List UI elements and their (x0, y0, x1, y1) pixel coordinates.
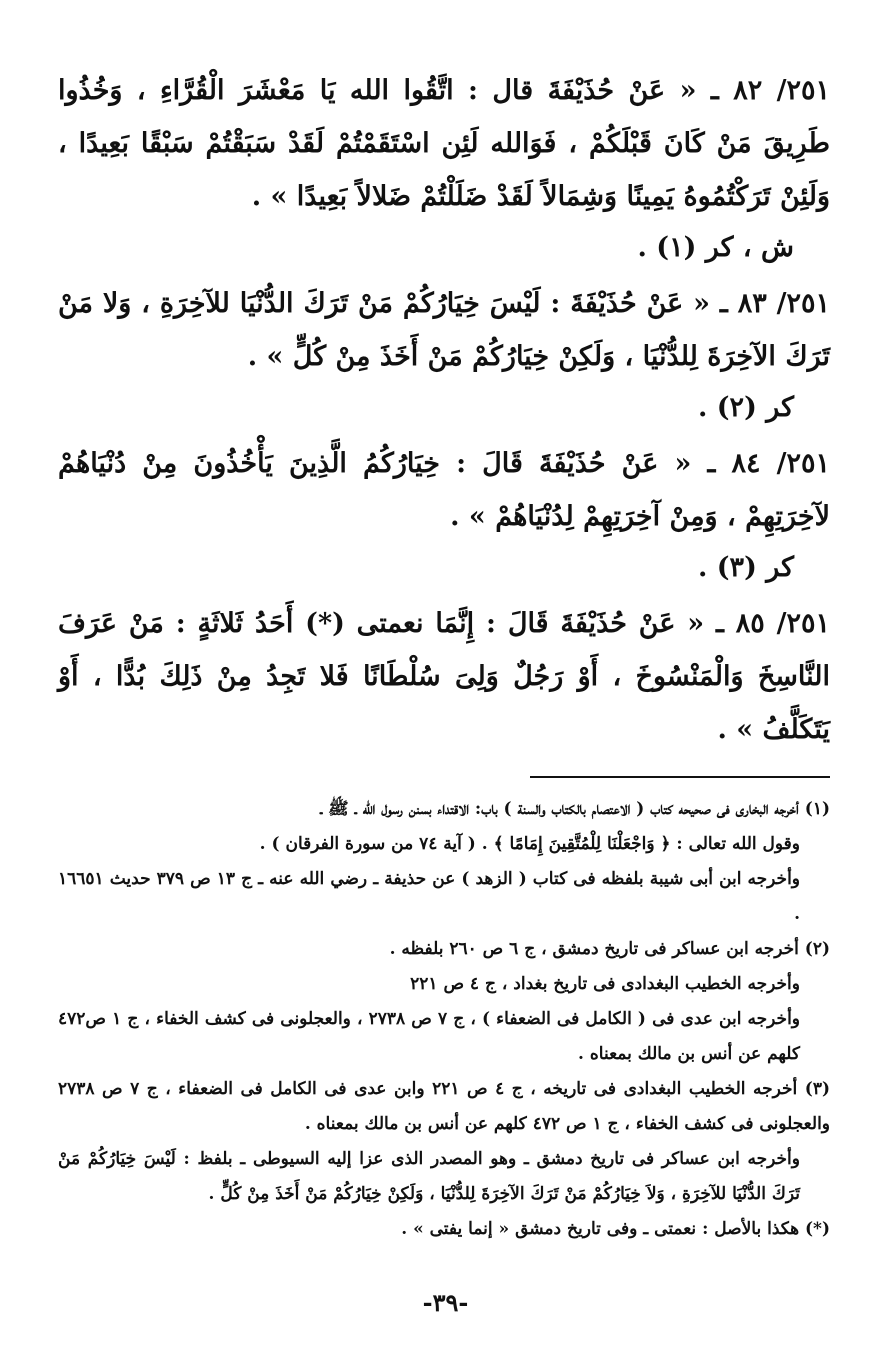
main-text (58, 64, 830, 756)
hadith-source-84: كر (٣) . (697, 552, 794, 583)
footnote-2-extra-b: وأخرجه ابن عدى فى ( الكامل فى الضعفاء ) ، ج ٧ ص ٢٧٣٨ ، والعجلونى فى كشف الخفاء ، ج ١ ص٤٧٢ كلهم عن أنس بن مالك بمعناه . (58, 1009, 801, 1064)
hadith-entry-83: ٢٥١/ ٨٣ ـ « عَنْ حُذَيْفَةَ : لَيْسَ خِيَارُكُمْ مَنْ تَرَكَ الدُّنْيَا للآخِرَةِ ، وَلا مَنْ تَرَكَ الآخِرَةَ لِلدُّنْيَا ، وَلَكِنْ خِيَارُكُمْ مَنْ أَخَذَ مِنْ كُلٍّ » . (58, 288, 830, 372)
hadith-entry-85: ٢٥١/ ٨٥ ـ « عَنْ حُذَيْفَةَ قَالَ : إِنَّمَا نعمتى (*) أَحَدُ ثَلاثَةٍ : مَنْ عَرَفَ النَّاسِخَ وَالْمَنْسُوخَ ، أَوْ رَجُلٌ وَلِىَ سُلْطَانًا فَلا تَجِدُ مِنْ ذَلِكَ بُدًّا ، أَوْ يَتَكَلَّفُ » . (58, 608, 831, 745)
footnote-asterisk: (*) هكذا بالأصل : نعمتى ـ وفى تاريخ دمشق « إنما يفتى » . (401, 1219, 830, 1239)
footnote-2-extra-a: وأخرجه الخطيب البغدادى فى تاريخ بغداد ، ج ٤ ص ٢٢١ (410, 974, 800, 994)
footnote-divider (530, 776, 830, 778)
page-body (58, 64, 830, 1247)
footnote-3: (٣) أخرجه الخطيب البغدادى فى تاريخه ، ج ٤ ص ٢٢١ وابن عدى فى الكامل فى الضعفاء ، ج ٧ ص ٢٧٣٨ والعجلونى فى كشف الخفاء ، ج ١ ص ٤٧٢ كلهم عن أنس بن مالك بمعناه . (58, 1079, 831, 1134)
hadith-entry-82: ٢٥١/ ٨٢ ـ « عَنْ حُذَيْفَةَ قال : اتَّقُوا الله يَا مَعْشَرَ الْقُرَّاءِ ، وَخُذُوا طَرِيقَ مَنْ كَانَ قَبْلَكُمْ ، فَوَالله لَئِن اسْتَقَمْتُمْ لَقَدْ سَبَقْتُمْ سَبْقًا بَعِيدًا ، وَلَئِنْ تَرَكْتُمُوهُ يَمِينًا وَشِمَالاً لَقَدْ ضَلَلْتُمْ ضَلالاً بَعِيدًا » . (58, 75, 830, 212)
hadith-entry-84: ٢٥١/ ٨٤ ـ « عَنْ حُذَيْفَةَ قَالَ : خِيَارُكُمُ الَّذِينَ يَأْخُذُونَ مِنْ دُنْيَاهُمْ لآخِرَتِهِمْ ، وَمِنْ آخِرَتِهِمْ لِدُنْيَاهُمْ » . (58, 448, 830, 532)
footnote-2: (٢) أخرجه ابن عساكر فى تاريخ دمشق ، ج ٦ ص ٢٦٠ بلفظه . (389, 939, 830, 959)
footnote-1-continuation: وقول الله تعالى : ﴿ وَاجْعَلْنَا لِلْمُتَّقِينَ إِمَامًا ﴾ . ( آية ٧٤ من سورة الفرقان ) . (259, 834, 800, 854)
page-number: -٣٩- (422, 1288, 469, 1317)
hadith-source-82: ش ، كر (١) . (637, 232, 794, 263)
footnote-1: (١) أخرجه البخارى فى صحيحه كتاب ( الاعتصام بالكتاب والسنة ) باب: الاقتداء بسنن رسول الله ـ ﷺ ـ (320, 799, 830, 819)
hadith-source-83: كر (٢) . (697, 392, 794, 423)
footnote-1-extra: وأخرجه ابن أبى شيبة بلفظه فى كتاب ( الزهد ) عن حذيفة ـ رضي الله عنه ـ ج ١٣ ص ٣٧٩ حديث ١٦٦٥١ . (58, 869, 800, 924)
footnotes (58, 792, 830, 1247)
footnote-3-extra: وأخرجه ابن عساكر فى تاريخ دمشق ـ وهو المصدر الذى عزا إليه السيوطى ـ بلفظ : لَيْسَ خِيَارُكُمْ مَنْ تَرَكَ الدُّنْيَا للآخِرَةِ ، وَلاَ خِيَارُكُمْ مَنْ تَرَكَ الآخِرَةَ لِلدُّنْيَا ، وَلَكِنْ خِيَارُكُمْ مَنْ أَخَذَ مِنْ كُلٍّ . (58, 1149, 800, 1204)
